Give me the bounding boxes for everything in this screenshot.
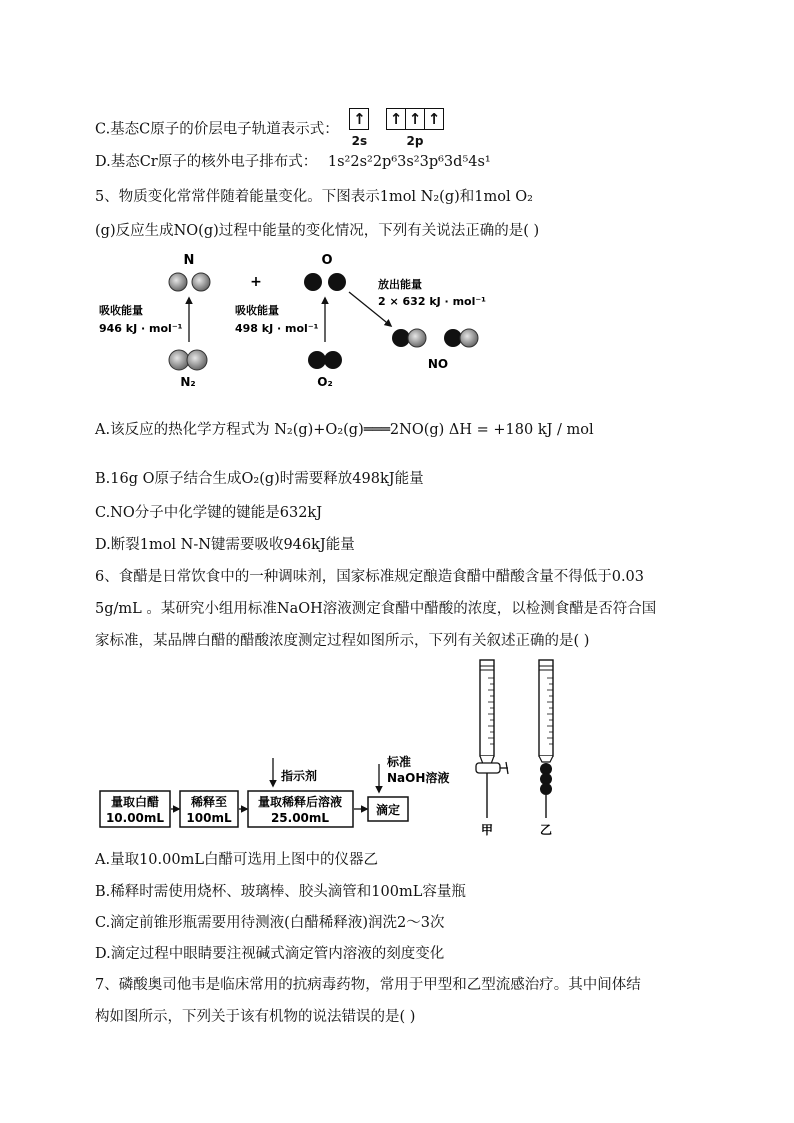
option-5d: D.断裂1mol N-N键需要吸收946kJ能量 (95, 537, 355, 553)
option-6d: D.滴定过程中眼睛要注视碱式滴定管内溶液的刻度变化 (95, 946, 445, 962)
release-value: 2 × 632 kJ · mol⁻¹ (378, 295, 486, 308)
orbital-box-2s: ↑ (349, 108, 369, 130)
plus-sign: + (250, 274, 262, 290)
orbital-2p (386, 108, 444, 151)
n-atom-1 (169, 273, 187, 291)
flow-box-4-label: 滴定 (375, 803, 401, 817)
q5-stem-2: (g)反应生成NO(g)过程中能量的变化情况，下列有关说法正确的是( ) (95, 223, 540, 239)
q6-stem-2: 5g/mL 。某研究小组用标准NaOH溶液测定食醋中醋酸的浓度，以检测食醋是否符合国 (95, 601, 657, 617)
n2-atom-2 (187, 350, 207, 370)
absorb2-title: 吸收能量 (235, 304, 279, 317)
no2-n (460, 329, 478, 347)
n2-atom-1 (169, 350, 189, 370)
option-5b: B.16g O原子结合生成O₂(g)时需要释放498kJ能量 (95, 471, 424, 487)
o2-atom-2 (324, 351, 342, 369)
flow-box-3-l1: 量取稀释后溶液 (257, 795, 343, 809)
q7-stem-1: 7、磷酸奥司他韦是临床常用的抗病毒药物，常用于甲型和乙型流感治疗。其中间体结 (95, 977, 641, 993)
o-atom-2 (328, 273, 346, 291)
no1-o (392, 329, 410, 347)
option-5c: C.NO分子中化学键的键能是632kJ (95, 505, 323, 521)
option-5a: A.该反应的热化学方程式为 N₂(g)+O₂(g)═══2NO(g) ΔH = +180 kJ / mol (95, 422, 594, 438)
q6-stem-3: 家标准，某品牌白醋的醋酸浓度测定过程如图所示，下列有关叙述正确的是( ) (95, 633, 590, 649)
option-4c-text: C.基态C原子的价层电子轨道表示式： (95, 121, 339, 138)
o-atom-label: O (321, 253, 333, 268)
orbital-box-2p-1: ↑ (386, 108, 406, 130)
flow-box-3-l2: 25.00mL (270, 811, 330, 825)
flow-box-1-l1: 量取白醋 (110, 795, 160, 809)
no-label: NO (427, 357, 449, 371)
absorb2-value: 498 kJ · mol⁻¹ (235, 322, 319, 335)
indicator-label: 指示剂 (281, 769, 318, 783)
option-6b: B.稀释时需使用烧杯、玻璃棒、胶头滴管和100mL容量瓶 (95, 884, 466, 900)
release-title: 放出能量 (378, 278, 422, 291)
q5-stem-1: 5、物质变化常常伴随着能量变化。下图表示1mol N₂(g)和1mol O₂ (95, 189, 533, 205)
no2-o (444, 329, 462, 347)
option-6c: C.滴定前锥形瓶需要用待测液(白醋稀释液)润洗2～3次 (95, 915, 445, 931)
burette-yi (539, 660, 553, 818)
flow-box-2-l1: 稀释至 (190, 795, 228, 809)
burette-jia (476, 660, 508, 818)
orbital-2s (349, 108, 369, 151)
flow-box-1-l2: 10.00mL (105, 811, 165, 825)
orbital-2p-label: 2p (406, 134, 424, 148)
std-label-2: NaOH溶液 (387, 771, 450, 785)
std-label-1: 标准 (387, 755, 412, 769)
o2-label: O₂ (317, 375, 333, 389)
option-6a: A.量取10.00mL白醋可选用上图中的仪器乙 (95, 852, 378, 868)
orbital-2s-label: 2s (351, 134, 368, 148)
option-4d (95, 152, 491, 172)
q7-stem-2: 构如图所示，下列关于该有机物的说法错误的是( ) (95, 1009, 416, 1025)
orbital-box-2p-2: ↑ (406, 108, 425, 130)
jia-label: 甲 (480, 823, 494, 837)
n-atom-2 (192, 273, 210, 291)
o-atom-1 (304, 273, 322, 291)
absorb1-title: 吸收能量 (99, 304, 143, 317)
no1-n (408, 329, 426, 347)
q6-stem-1: 6、食醋是日常饮食中的一种调味剂，国家标准规定酿造食醋中醋酸含量不得低于0.03 (95, 569, 645, 585)
orbital-box-2p-3: ↑ (425, 108, 444, 130)
o2-atom-1 (308, 351, 326, 369)
option-4c (95, 108, 444, 151)
option-4d-text: D.基态Cr原子的核外电子排布式： (95, 154, 318, 170)
yi-label: 乙 (539, 823, 553, 837)
electron-config: 1s²2s²2p⁶3s²3p⁶3d⁵4s¹ (327, 154, 491, 170)
absorb1-value: 946 kJ · mol⁻¹ (99, 322, 183, 335)
orbital-diagram (343, 108, 444, 151)
n2-label: N₂ (180, 375, 196, 389)
flow-box-2-l2: 100mL (186, 811, 232, 825)
energy-diagram (95, 250, 515, 390)
titration-figure (95, 658, 575, 838)
n-atom-label: N (183, 253, 195, 268)
